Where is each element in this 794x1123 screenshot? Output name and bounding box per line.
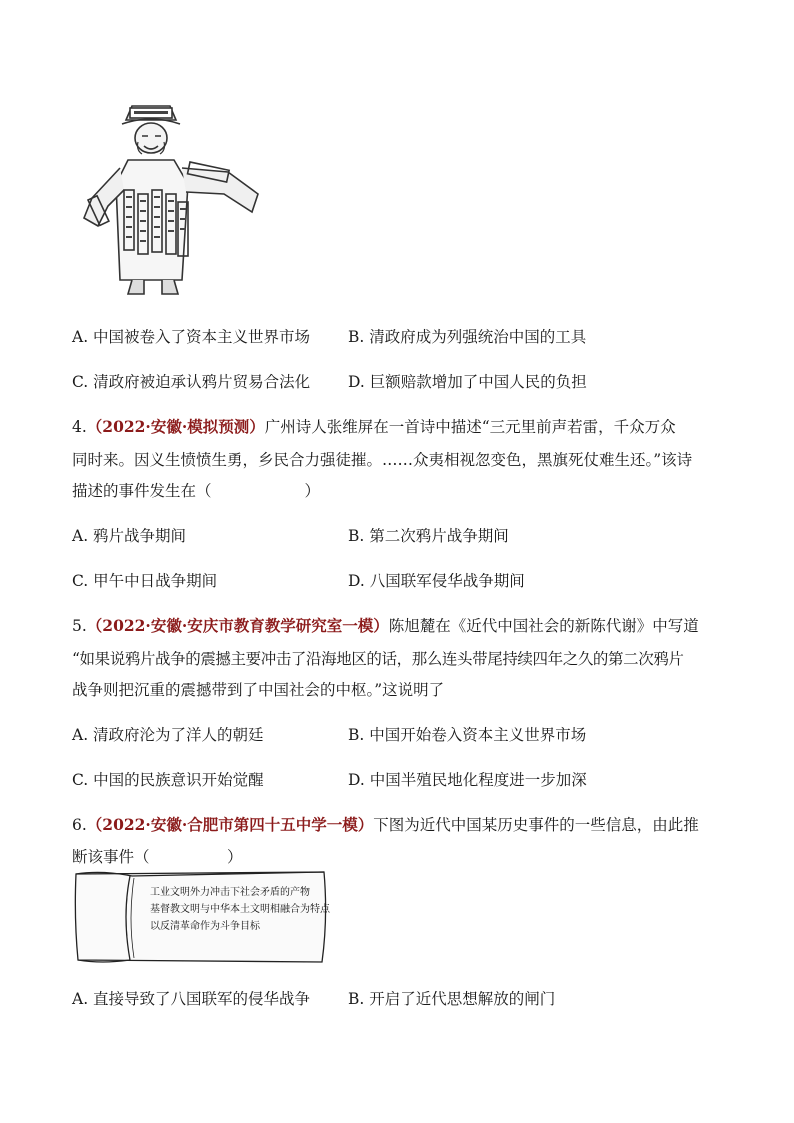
q4-option-d[interactable]: D. 八国联军侵华战争期间: [348, 572, 525, 590]
q4-stem-text: 广州诗人张维屏在一首诗中描述“三元里前声若雷，千众万众: [264, 418, 676, 436]
q6-stem-text: 下图为近代中国某历史事件的一些信息，由此推: [373, 816, 699, 834]
q4-option-c[interactable]: C. 甲午中日战争期间: [72, 572, 218, 590]
q5-option-d[interactable]: D. 中国半殖民地化程度进一步加深: [348, 771, 587, 789]
q3-option-d[interactable]: D. 巨额赔款增加了中国人民的负担: [348, 373, 587, 391]
q4-option-b[interactable]: B. 第二次鸦片战争期间: [348, 527, 509, 545]
q5-stem-line2: “如果说鸦片战争的震撼主要冲击了沿海地区的话，那么连头带尾持续四年之久的第二次鸦片: [72, 650, 684, 668]
q3-option-a[interactable]: A. 中国被卷入了资本主义世界市场: [72, 328, 311, 346]
q5-option-a[interactable]: A. 清政府沦为了洋人的朝廷: [72, 726, 264, 744]
q4-source: （2022·安徽·模拟预测）: [86, 417, 265, 436]
q5-source: （2022·安徽·安庆市教育教学研究室一模）: [86, 616, 389, 635]
scroll-line-3: 以反清革命作为斗争目标: [150, 921, 260, 932]
q3-option-c[interactable]: C. 清政府被迫承认鸦片贸易合法化: [72, 373, 311, 391]
scroll-line-1: 工业文明外力冲击下社会矛盾的产物: [150, 887, 310, 898]
q6-source: （2022·安徽·合肥市第四十五中学一模）: [86, 815, 374, 834]
q4-number: 4.: [72, 418, 87, 436]
q5-stem-line3: 战争则把沉重的震撼带到了中国社会的中枢。”这说明了: [72, 681, 445, 699]
q6-option-b[interactable]: B. 开启了近代思想解放的闸门: [348, 990, 556, 1008]
q4-stem-line3: 描述的事件发生在（ ）: [72, 482, 321, 500]
q5-option-b[interactable]: B. 中国开始卷入资本主义世界市场: [348, 726, 587, 744]
q5-stem-text: 陈旭麓在《近代中国社会的新陈代谢》中写道: [388, 617, 699, 635]
q6-option-a[interactable]: A. 直接导致了八国联军的侵华战争: [72, 990, 311, 1008]
q3-option-b[interactable]: B. 清政府成为列强统治中国的工具: [348, 328, 587, 346]
q4-stem-line1: [72, 417, 676, 437]
q6-number: 6.: [72, 816, 87, 834]
q5-number: 5.: [72, 617, 87, 635]
q5-option-c[interactable]: C. 中国的民族意识开始觉醒: [72, 771, 264, 789]
q6-stem-line2: 断该事件（ ）: [72, 848, 243, 866]
qing-official-cartoon: [78, 102, 268, 298]
q4-stem-line2: 同时来。因义生愤愤生勇，乡民合力强徒摧。……众夷相视忽变色，黑旗死仗难生还。”该诗: [72, 451, 693, 469]
q6-stem-line1: [72, 815, 699, 835]
q5-stem-line1: [72, 616, 699, 636]
scroll-line-2: 基督教文明与中华本土文明相融合为特点: [150, 904, 330, 915]
q4-option-a[interactable]: A. 鸦片战争期间: [72, 527, 187, 545]
